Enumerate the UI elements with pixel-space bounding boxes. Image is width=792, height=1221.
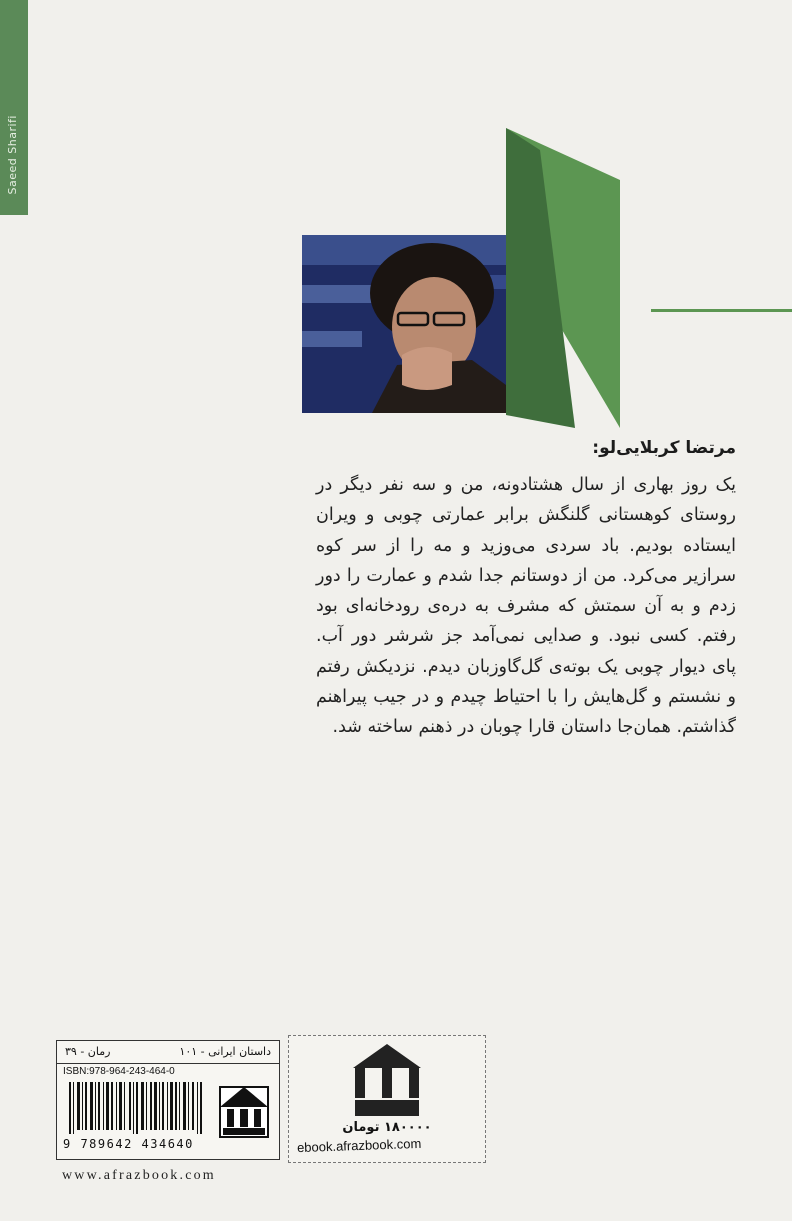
- barcode-box: [56, 1040, 280, 1160]
- publisher-logo-icon: [217, 1081, 271, 1141]
- novel-label: رمان - ۳۹: [65, 1045, 111, 1058]
- price-text: ۱۸۰۰۰۰ تومان: [342, 1120, 432, 1135]
- author-heading: مرتضا کربلایی‌لو:: [592, 438, 736, 458]
- photographer-credit: Saeed Sharifi: [6, 115, 19, 195]
- green-rule: [651, 309, 792, 312]
- author-blurb: یک روز بهاری از سال هشتادونه، من و سه نفر دیگر در روستای کوهستانی گلنگش برابر عمارتی چوبی و ویران ایستاده بودیم. باد سردی می‌وزید و مه را از سر کوه سرازیر می‌کرد. من از دوستانم جدا شدم و عمارت را دور زدم و به آن سمتش که مشرف به دره‌ی رودخانه‌ای بود رفتم. کسی نبود. و صدایی نمی‌آمد جز شرشر دور آب. پای دیوار چوبی یک بوته‌ی گل‌گاوزبان دیدم. نزدیکش رفتم و نشستم و گل‌هایش را با احتیاط چیدم و در جیب پیراهنم گذاشتم. همان‌جا داستان قارا چوبان در ذهنم ساخته شد.: [316, 475, 736, 738]
- barcode-number: 9 789642 434640: [63, 1137, 194, 1151]
- author-photo: [302, 235, 506, 413]
- series-row: [57, 1041, 279, 1064]
- series-label: داستان ایرانی - ۱۰۱: [179, 1045, 271, 1058]
- price-sticker: [288, 1035, 486, 1163]
- barcode: [67, 1082, 207, 1134]
- isbn-text: ISBN:978-964-243-464-0: [63, 1066, 175, 1077]
- publisher-website[interactable]: www.afrazbook.com: [62, 1168, 216, 1183]
- ebook-link[interactable]: ebook.afrazbook.com: [296, 1135, 422, 1156]
- sticker-logo-icon: [347, 1042, 427, 1120]
